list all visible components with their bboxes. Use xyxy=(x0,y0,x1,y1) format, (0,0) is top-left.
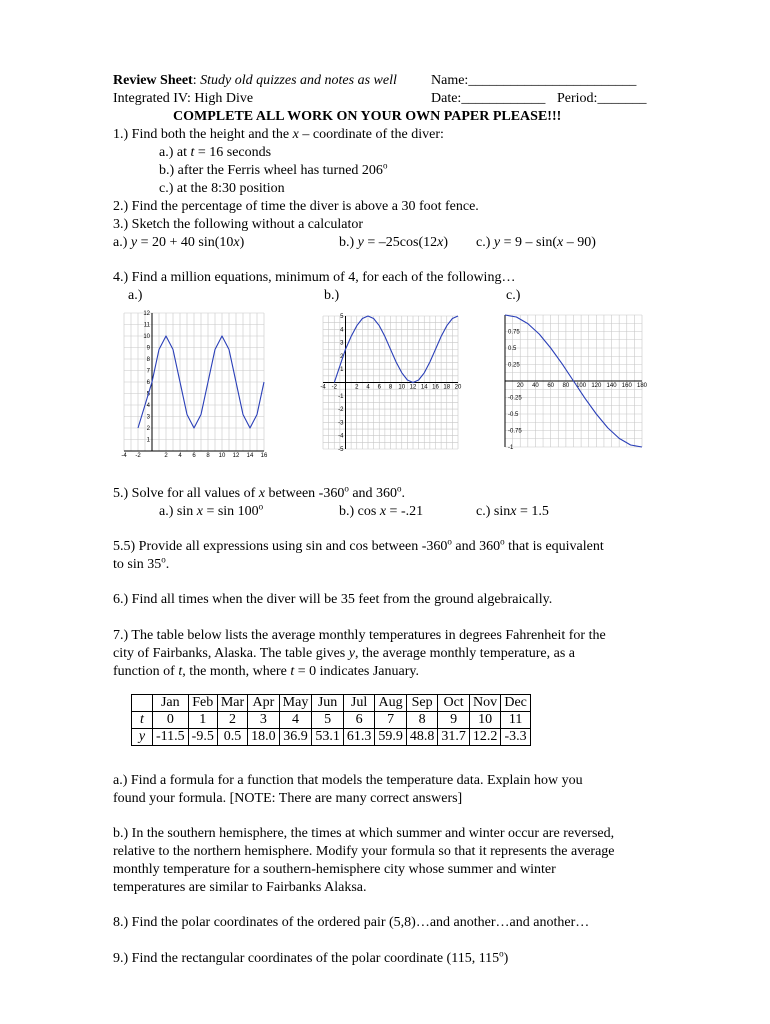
table-cell: 8 xyxy=(406,712,438,729)
y-tick-label: -4 xyxy=(338,433,344,440)
date-field: Date:____________ xyxy=(431,91,546,106)
subtitle: Study old quizzes and notes as well xyxy=(200,73,397,88)
table-cell: Jul xyxy=(343,695,375,712)
table-cell: 12.2 xyxy=(469,729,501,746)
y-tick-label: -5 xyxy=(338,447,344,453)
y-tick-label: 2 xyxy=(340,353,344,360)
x-tick-label: -2 xyxy=(331,384,337,391)
question-7b-line3: monthly temperature for a southern-hemisphere city whose summer and winter xyxy=(113,862,556,877)
table-cell: 53.1 xyxy=(312,729,344,746)
y-tick-label: 5 xyxy=(340,314,344,320)
temperature-table xyxy=(131,694,531,746)
question-7-line3: function of t, the month, where t = 0 indicates January. xyxy=(113,664,419,679)
y-tick-label: -1 xyxy=(338,393,344,400)
table-cell: Feb xyxy=(188,695,217,712)
table-cell: -3.3 xyxy=(501,729,531,746)
x-tick-label: 180 xyxy=(636,383,648,389)
x-tick-label: 16 xyxy=(260,453,268,458)
y-tick-label: 12 xyxy=(143,311,150,317)
x-tick-label: 14 xyxy=(420,384,428,391)
y-tick-label: -1 xyxy=(508,445,514,451)
table-cell: 4 xyxy=(279,712,312,729)
y-tick-label: 0.75 xyxy=(508,329,520,336)
course-name: Integrated IV: High Dive xyxy=(113,91,254,106)
table-cell: Apr xyxy=(248,695,280,712)
table-cell: Dec xyxy=(501,695,531,712)
y-tick-label: 4 xyxy=(146,403,150,409)
question-3a: a.) y = 20 + 40 sin(10x) xyxy=(113,235,245,250)
table-cell: 59.9 xyxy=(375,729,407,746)
y-tick-label: 1 xyxy=(146,437,150,444)
row-label-t: t xyxy=(132,712,153,729)
x-tick-label: 10 xyxy=(218,453,226,458)
question-7-line1: 7.) The table below lists the average monthly temperatures in degrees Fahrenheit for the xyxy=(113,628,606,643)
table-cell: 2 xyxy=(217,712,247,729)
x-tick-label: 140 xyxy=(606,383,617,389)
table-row-y xyxy=(132,729,531,746)
question-3: 3.) Sketch the following without a calculator xyxy=(113,217,363,232)
question-9: 9.) Find the rectangular coordinates of the polar coordinate (115, 115$^o$) xyxy=(113,948,509,966)
table-cell: 0.5 xyxy=(217,729,247,746)
table-cell: 10 xyxy=(469,712,501,729)
y-tick-label: 2 xyxy=(146,426,150,432)
table-cell: 5 xyxy=(312,712,344,729)
graph-b xyxy=(318,310,464,455)
x-tick-label: 40 xyxy=(532,383,539,389)
x-tick-label: 80 xyxy=(562,383,570,389)
table-row-t xyxy=(132,712,531,729)
row-label-y: y xyxy=(132,729,153,746)
table-row-months xyxy=(132,695,531,712)
y-tick-label: 3 xyxy=(146,414,150,421)
question-7a-line1: a.) Find a formula for a function that models the temperature data. Explain how you xyxy=(113,773,583,788)
x-tick-label: 6 xyxy=(192,453,196,458)
table-cell: 3 xyxy=(248,712,280,729)
question-7b-line1: b.) In the southern hemisphere, the times at which summer and winter occur are reversed, xyxy=(113,826,615,841)
x-tick-label: 160 xyxy=(621,383,632,389)
x-tick-label: 6 xyxy=(377,384,381,391)
table-cell: Sep xyxy=(406,695,438,712)
y-tick-label: 11 xyxy=(143,322,150,329)
x-tick-label: 16 xyxy=(432,384,439,391)
x-tick-label: 12 xyxy=(232,453,240,458)
y-tick-label: 0.25 xyxy=(508,362,520,369)
table-cell: 11 xyxy=(501,712,531,729)
table-cell: 6 xyxy=(343,712,375,729)
question-8: 8.) Find the polar coordinates of the ordered pair (5,8)…and another…and another… xyxy=(113,915,590,930)
table-cell: 7 xyxy=(375,712,407,729)
table-cell: Jan xyxy=(153,695,189,712)
y-tick-label: 9 xyxy=(146,345,150,352)
graph-c xyxy=(500,310,648,453)
x-tick-label: -4 xyxy=(121,453,127,458)
x-tick-label: 14 xyxy=(246,453,254,458)
x-tick-label: 4 xyxy=(366,384,370,391)
graph-a xyxy=(118,310,270,458)
x-tick-label: 2 xyxy=(355,384,359,391)
question-4b-label: b.) xyxy=(324,288,340,303)
y-tick-label: 0.5 xyxy=(508,346,517,352)
question-2: 2.) Find the percentage of time the diver is above a 30 foot fence. xyxy=(113,199,479,214)
question-6: 6.) Find all times when the diver will be 35 feet from the ground algebraically. xyxy=(113,592,553,607)
x-tick-label: -4 xyxy=(320,384,326,391)
x-tick-label: 12 xyxy=(409,384,417,391)
question-5a: a.) sin x = sin 100$^o$ xyxy=(159,501,264,519)
question-5b: b.) cos x = -.21 xyxy=(339,504,424,519)
y-tick-label: 8 xyxy=(146,357,150,363)
question-5: 5.) Solve for all values of x between -360$^o$ and 360$^o$. xyxy=(113,483,406,501)
x-tick-label: 20 xyxy=(454,384,462,391)
x-tick-label: 18 xyxy=(443,384,451,391)
x-tick-label: 4 xyxy=(178,453,182,458)
period-field: Period:_______ xyxy=(557,91,647,106)
y-tick-label: 5 xyxy=(146,391,150,398)
question-7b-line4: temperatures are similar to Fairbanks Alaksa. xyxy=(113,880,367,895)
question-1c: c.) at the 8:30 position xyxy=(159,181,285,196)
table-cell: Aug xyxy=(375,695,407,712)
x-tick-label: 60 xyxy=(547,383,555,389)
question-1b: b.) after the Ferris wheel has turned 206$^o$ xyxy=(159,160,388,178)
table-cell: May xyxy=(279,695,312,712)
y-tick-label: 1 xyxy=(340,367,344,374)
table-cell: 31.7 xyxy=(438,729,470,746)
table-cell: 48.8 xyxy=(406,729,438,746)
question-4: 4.) Find a million equations, minimum of 4, for each of the following… xyxy=(113,270,516,285)
table-cell: 61.3 xyxy=(343,729,375,746)
y-tick-label: -0.5 xyxy=(508,412,519,418)
question-7a-line2: found your formula. [NOTE: There are many correct answers] xyxy=(113,791,463,806)
instruction-heading: COMPLETE ALL WORK ON YOUR OWN PAPER PLEASE!!! xyxy=(173,109,562,124)
question-3c: c.) y = 9 – sin(x – 90) xyxy=(476,235,596,250)
y-tick-label: 10 xyxy=(143,334,150,340)
table-cell: Nov xyxy=(469,695,501,712)
y-tick-label: 4 xyxy=(340,327,344,334)
question-5-5-line1: 5.5) Provide all expressions using sin and cos between -360$^o$ and 360$^o$ that is equivalent xyxy=(113,536,604,554)
x-tick-label: 8 xyxy=(206,453,210,458)
table-cell: 1 xyxy=(188,712,217,729)
x-tick-label: 120 xyxy=(591,383,602,389)
table-cell: Mar xyxy=(217,695,247,712)
table-cell: 18.0 xyxy=(248,729,280,746)
question-1a: a.) at t = 16 seconds xyxy=(159,145,272,160)
x-tick-label: 2 xyxy=(164,453,168,458)
question-4a-label: a.) xyxy=(128,288,143,303)
title: Review Sheet xyxy=(113,73,193,88)
question-5c: c.) sinx = 1.5 xyxy=(476,504,549,519)
name-field: Name:________________________ xyxy=(431,73,637,88)
y-tick-label: 6 xyxy=(146,380,150,386)
question-7-line2: city of Fairbanks, Alaska. The table gives y, the average monthly temperature, as a xyxy=(113,646,575,661)
table-cell: Oct xyxy=(438,695,470,712)
x-tick-label: -2 xyxy=(135,453,141,458)
table-cell: -11.5 xyxy=(153,729,189,746)
table-cell: 9 xyxy=(438,712,470,729)
question-1: 1.) Find both the height and the x – coordinate of the diver: xyxy=(113,127,444,142)
question-5-5-line2: to sin 35$^o$. xyxy=(113,554,170,572)
table-cell: 36.9 xyxy=(279,729,312,746)
question-7b-line2: relative to the northern hemisphere. Modify your formula so that it represents the average xyxy=(113,844,615,859)
question-4c-label: c.) xyxy=(506,288,521,303)
y-tick-label: 3 xyxy=(340,340,344,347)
table-cell: -9.5 xyxy=(188,729,217,746)
y-tick-label: 7 xyxy=(146,368,150,375)
question-3b: b.) y = –25cos(12x) xyxy=(339,235,449,250)
y-tick-label: -0.75 xyxy=(508,428,522,435)
table-cell: 0 xyxy=(153,712,189,729)
title-line: Review Sheet: Study old quizzes and notes as well xyxy=(113,73,397,88)
table-cell: Jun xyxy=(312,695,344,712)
y-tick-label: -2 xyxy=(338,407,344,414)
x-tick-label: 100 xyxy=(576,383,587,389)
y-tick-label: -3 xyxy=(338,420,344,427)
x-tick-label: 20 xyxy=(516,383,524,389)
x-tick-label: 10 xyxy=(398,384,406,391)
x-tick-label: 8 xyxy=(388,384,393,391)
y-tick-label: -0.25 xyxy=(508,395,522,402)
